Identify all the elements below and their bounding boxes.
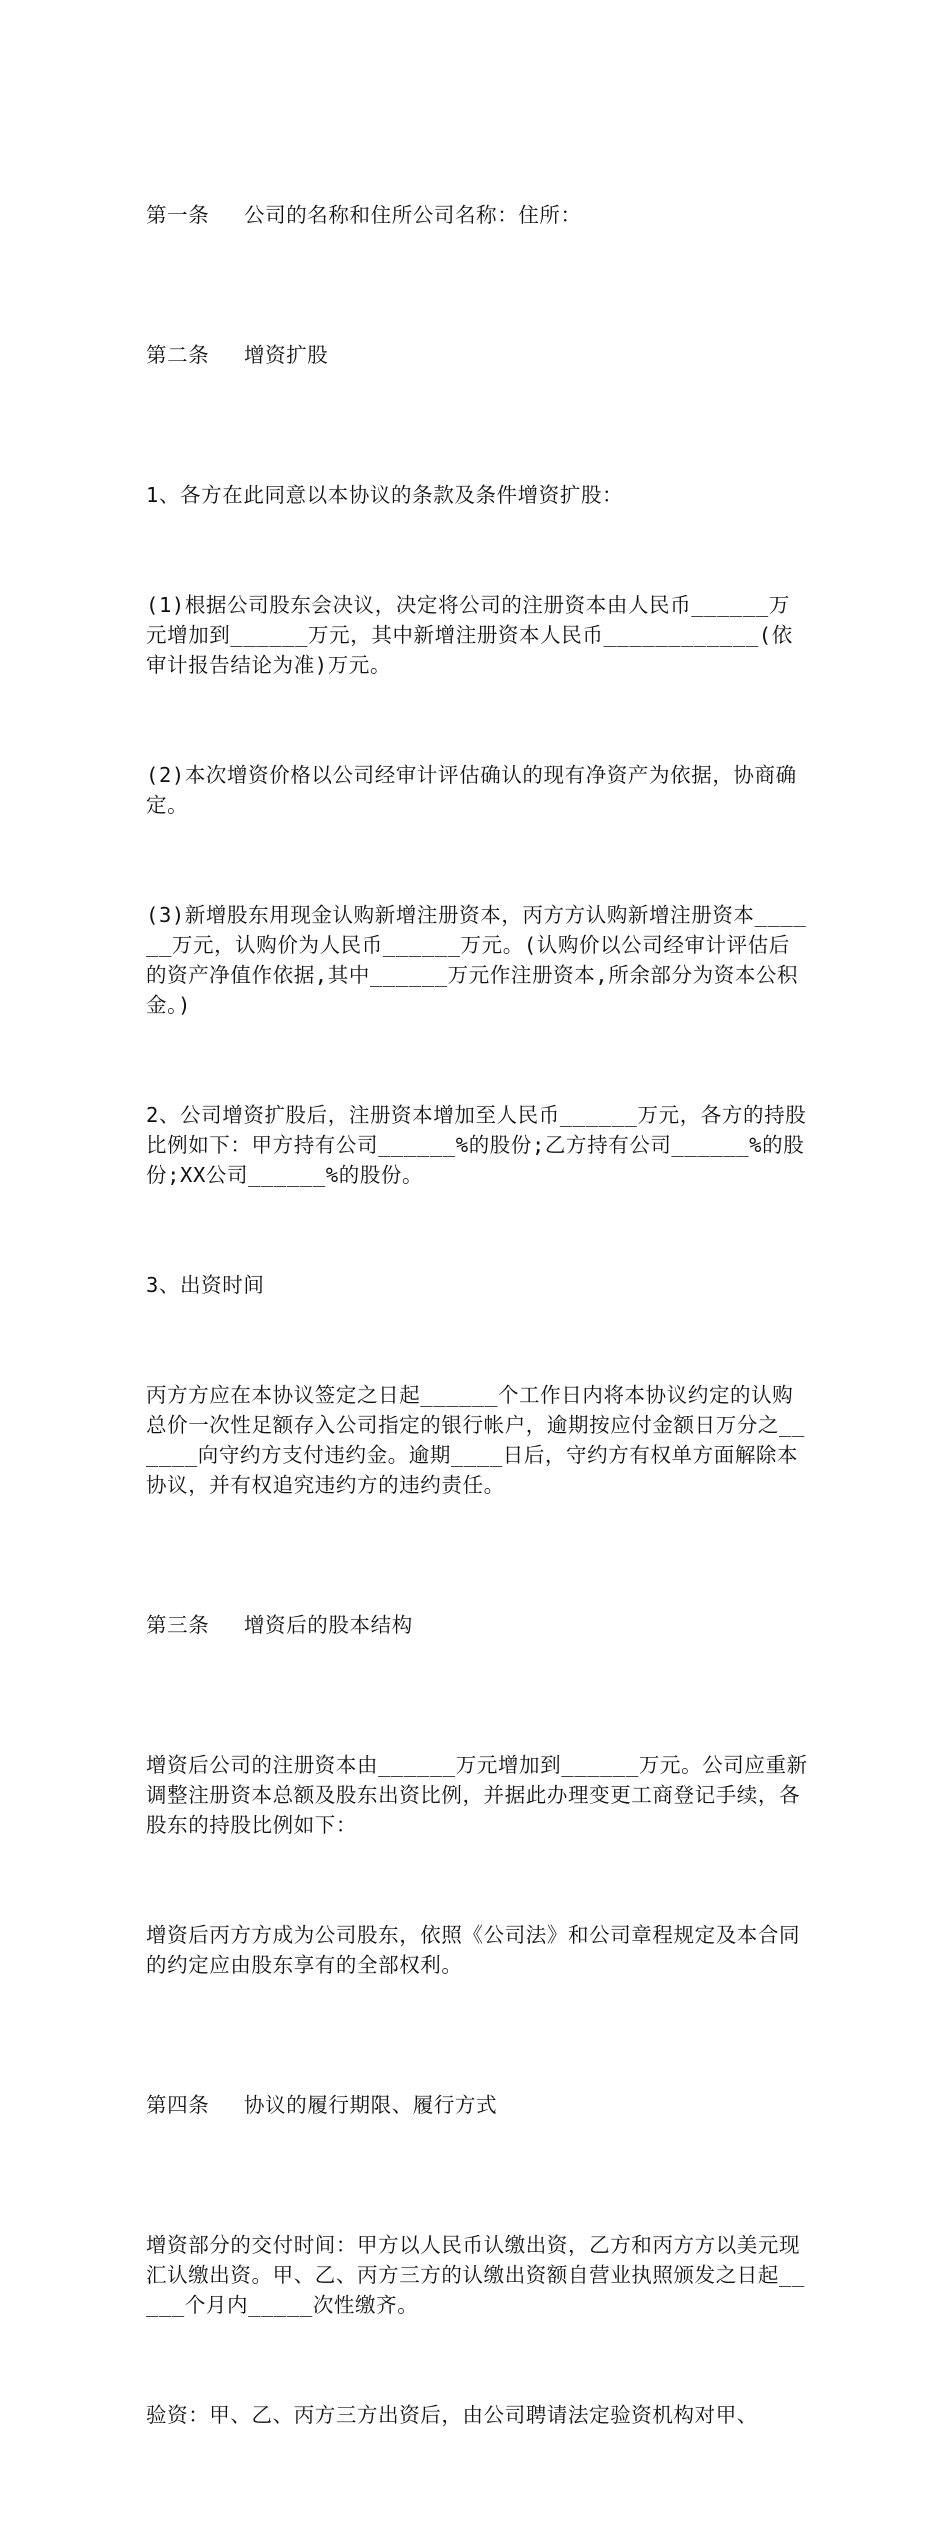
article-title: 增资扩股 <box>244 343 329 367</box>
article-label: 第三条 <box>146 1613 210 1637</box>
paragraph: 增资后丙方方成为公司股东，依照《公司法》和公司章程规定及本合同的约定应由股东享有的全部权利。 <box>146 1923 801 1977</box>
article-title: 协议的履行期限、履行方式 <box>244 2093 498 2117</box>
paragraph: (2)本次增资价格以公司经审计评估确认的现有净资产为依据，协商确定。 <box>146 763 797 817</box>
paragraph: (1)根据公司股东会决议，决定将公司的注册资本由人民币______万元增加到______万元，其中新增注册资本人民币____________(依审计报告结论为准)万元。 <box>146 593 793 677</box>
paragraph: 验资：甲、乙、丙方三方出资后，由公司聘请法定验资机构对甲、 <box>146 2403 758 2427</box>
article-label: 第二条 <box>146 343 210 367</box>
article-title: 增资后的股本结构 <box>244 1613 413 1637</box>
document-body <box>146 110 810 2540</box>
article-2-heading <box>146 340 810 370</box>
paragraph: 1、各方在此同意以本协议的条款及条件增资扩股： <box>146 483 624 507</box>
paragraph: (3)新增股东用现金认购新增注册资本，丙方方认购新增注册资本______万元，认购价为人民币______万元。(认购价以公司经审计评估后的资产净值作依据,其中______万元作注册资本,所余部分为资本公积金。) <box>146 903 807 1017</box>
article-1-heading <box>146 200 810 230</box>
article-label: 第一条 <box>146 203 210 227</box>
paragraph: 增资后公司的注册资本由______万元增加到______万元。公司应重新调整注册资本总额及股东出资比例，并据此办理变更工商登记手续，各股东的持股比例如下： <box>146 1753 808 1837</box>
paragraph: 丙方方应在本协议签定之日起______个工作日内将本协议约定的认购总价一次性足额存入公司指定的银行帐户，逾期按应付金额日万分之______向守约方支付违约金。逾期____日后，守约方有权单方面解除本协议，并有权追究违约方的违约责任。 <box>146 1383 805 1497</box>
article-title: 公司的名称和住所公司名称：住所： <box>244 203 582 227</box>
article-label: 第四条 <box>146 2093 210 2117</box>
article-4-heading <box>146 2090 810 2120</box>
article-3-heading <box>146 1610 810 1640</box>
paragraph: 2、公司增资扩股后，注册资本增加至人民币______万元，各方的持股比例如下：甲方持有公司______%的股份;乙方持有公司______%的股份;XX公司______%的股份。 <box>146 1103 807 1187</box>
paragraph: 增资部分的交付时间：甲方以人民币认缴出资，乙方和丙方方以美元现汇认缴出资。甲、乙、丙方三方的认缴出资额自营业执照颁发之日起_____个月内_____次性缴齐。 <box>146 2233 805 2317</box>
paragraph: 3、出资时间 <box>146 1273 265 1297</box>
